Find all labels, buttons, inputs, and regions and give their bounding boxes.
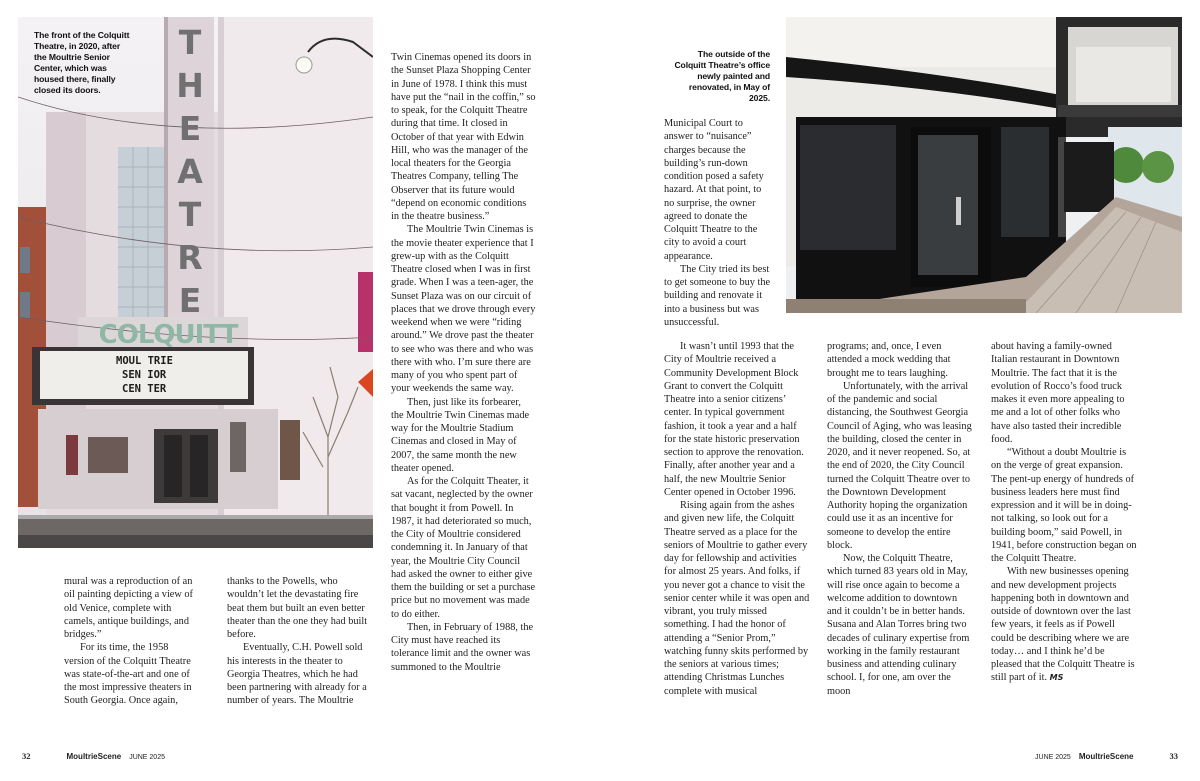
- photo-caption-right: The outside of the Colquitt Theatre’s office newly painted and renovated, in May of 2025.: [674, 49, 770, 103]
- paragraph: Now, the Colquitt Theatre, which turned 83 years old in May, will rise once again to become a welcome addition to downtown and it couldn’t be in better hands. Susana and Alan Torres bring two decades of culinary expertise from working in the family restaurant business and attending culinary school. I, for one, am over the moon: [827, 553, 970, 697]
- paragraph: It wasn’t until 1993 that the City of Moultrie received a Community Development Block Grant to convert the Colquitt Theatre into a senior citizens’ center. In typical government fashion, it took a year and a half for the state historic preservation section to approve the renovation. Finally, after another year and a half, the new Moultrie Senior Center opened in October 1996.: [664, 341, 804, 498]
- article-column-4-top: [664, 117, 774, 329]
- theatre-front-photo: [18, 17, 373, 548]
- paragraph: Unfortunately, with the arrival of the pandemic and social distancing, the Southwest Georgia Council of Aging, who was leasing the building, closed the center in 2020, and it never reopened. So, at the end of 2020, the City Council turned the Colquitt Theatre over to the Downtown Development Authority hoping the organization could use it as an incentive for someone to develop the entire block.: [827, 380, 972, 551]
- paragraph: Rising again from the ashes and given new life, the Colquitt Theatre served as a place for the seniors of Moultrie to gather every day for fellowship and activities for almost 25 years. And folks, if you never got a chance to visit the senior center while it was open and vibrant, you truly missed something. I had the honor of attending a “Senior Prom,” watching funny skits performed by the seniors at various times; attending Christmas Lunches complete with musical: [664, 500, 810, 697]
- paragraph: thanks to the Powells, who wouldn’t let the devastating fire beat them but built an even better theater than the one they had built before.: [227, 576, 368, 640]
- paragraph: about having a family-owned Italian restaurant in Downtown Moultrie. The fact that it is the evolution of Rocco’s food truck makes it even more appealing to me and a lot of other folks who have also tasted their incredible food.: [991, 341, 1125, 445]
- page-number: 33: [1169, 751, 1178, 761]
- article-column-1: [64, 575, 200, 708]
- magazine-brand: MoultrieScene: [66, 752, 122, 761]
- paragraph: programs; and, once, I even attended a mock wedding that brought me to tears laughing.: [827, 341, 951, 379]
- footer-right: [1035, 751, 1178, 761]
- paragraph: mural was a reproduction of an oil painting depicting a view of old Venice, complete with camels, antique buildings, and bridges.”: [64, 576, 193, 640]
- footer-left: [22, 751, 165, 761]
- marquee-board-text: MOUL TRIE SEN IOR CEN TER: [116, 355, 173, 395]
- article-column-4-bottom: [664, 340, 810, 710]
- paragraph: Municipal Court to answer to “nuisance” charges because the building’s run-down condition posed a safety hazard. At that point, to no surprise, the owner agreed to donate the Colquitt Theatre to the city to avoid a court appearance.: [664, 118, 764, 262]
- paragraph: “Without a doubt Moultrie is on the verge of great expansion. The pent-up energy of hundreds of business leaders here must find expression and it will be in doing-not talking, so look out for a building boom,” said Powell, in 1941, before construction began on the Colquitt Theatre.: [991, 447, 1137, 564]
- end-of-story-mark: MS: [1049, 673, 1064, 683]
- paragraph: Then, just like its forbearer, the Moultrie Twin Cinemas made way for the Moultrie Stadium Cinemas and closed in May of 2007, the same month the new theater opened.: [391, 396, 530, 474]
- paragraph: Eventually, C.H. Powell sold his interests in the theater to Georgia Theatres, which he had been partnering with already for a number of years. The Moultrie: [227, 642, 367, 707]
- photo-caption-left: The front of the Colquitt Theatre, in 2020, after the Moultrie Senior Center, which was housed there, finally closed its doors.: [34, 30, 130, 95]
- paragraph: Twin Cinemas opened its doors in the Sunset Plaza Shopping Center in June of 1978. I think this must have put the “nail in the coffin,” so to speak, for the Colquitt Theatre during that time. It closed in October of that year with Edwin Hill, who was the manager of the local theaters for the Georgia Theatres Company, telling The Observer that its future would “depend on economic conditions in the theatre business.”: [391, 52, 536, 222]
- vertical-theatre-sign: T H E A T R E: [176, 23, 204, 320]
- paragraph: The Moultrie Twin Cinemas is the movie theater experience that I grew-up with as the Colquitt Theatre closed when I was in first grade. When I was a teen-ager, the Sunset Plaza was on our circuit of places that we drove through every weekend when we were “riding around.” We drove past the theater to see who was there and who was there with who. I’m sure there are many of you who spent part of your weekends the same way.: [391, 224, 536, 395]
- paragraph-text: With new businesses opening and new development projects happening both in downtown and outside of downtown over the last few years, it feels as if Powell could be describing where we are today… and I think he’d be pleased that the Colquitt Theatre is still part of it.: [991, 566, 1135, 684]
- theatre-office-photo: [786, 17, 1182, 313]
- article-column-3: [391, 51, 536, 711]
- paragraph: Then, in February of 1988, the City must have reached its tolerance limit and the owner was summoned to the Moultrie: [391, 621, 534, 673]
- issue-date: JUNE 2025: [129, 754, 165, 761]
- page-number: 32: [22, 751, 31, 761]
- article-column-2: [227, 575, 374, 708]
- paragraph: For its time, the 1958 version of the Colquitt Theatre was state-of-the-art and one of the most impressive theaters in South Georgia. Once again,: [64, 642, 192, 707]
- paragraph: As for the Colquitt Theater, it sat vacant, neglected by the owner that bought it from Powell. In 1987, it had deteriorated so much, the City of Moultrie considered condemning it. In January of that year, the Moultrie City Council had asked the owner to either give them the building or set a purchase price but no movement was made to do either.: [391, 476, 536, 620]
- magazine-brand: MoultrieScene: [1078, 752, 1134, 761]
- paragraph: The City tried its best to get someone to buy the building and renovate it into a business but was unsuccessful.: [664, 263, 771, 328]
- paragraph: [991, 565, 1137, 684]
- article-column-5: [827, 340, 974, 710]
- issue-date: JUNE 2025: [1035, 754, 1071, 761]
- marquee-name-sign: COLQUITT: [98, 320, 238, 350]
- article-column-6: [991, 340, 1137, 710]
